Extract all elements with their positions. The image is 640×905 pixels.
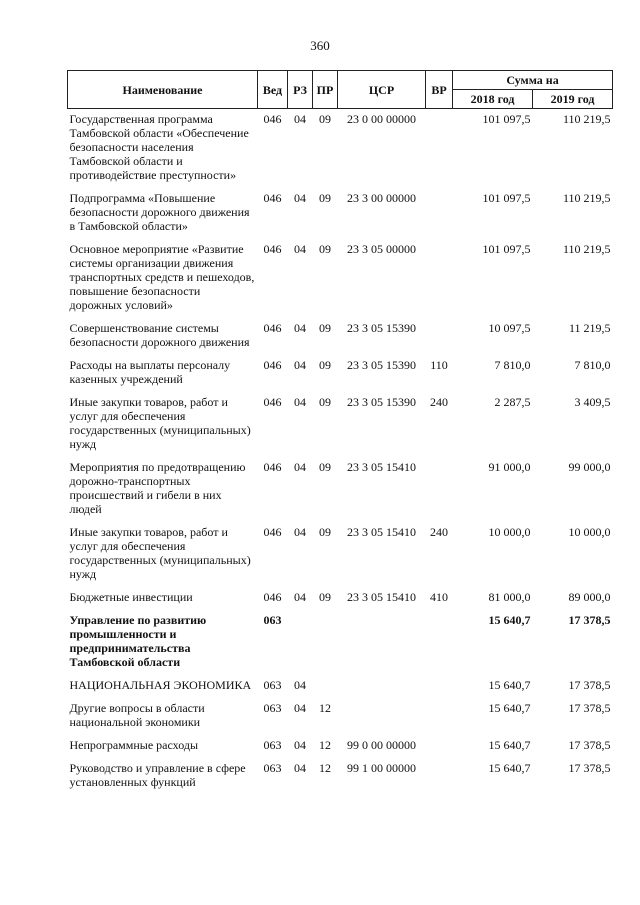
header-name: Наименование bbox=[68, 71, 258, 109]
row-csr: 23 3 05 15390 bbox=[347, 321, 416, 335]
row-amount-2018: 15 640,7 bbox=[488, 761, 531, 775]
row-ved: 063 bbox=[263, 613, 282, 627]
row-rz: 04 bbox=[294, 242, 306, 256]
row-pr: 09 bbox=[319, 358, 331, 372]
table-row bbox=[68, 239, 613, 318]
row-name: Расходы на выплаты персоналу казенных учреждений bbox=[69, 358, 231, 386]
row-name: Совершенствование системы безопасности дорожного движения bbox=[69, 321, 250, 349]
row-amount-2018: 2 287,5 bbox=[494, 395, 531, 409]
row-amount-2019: 17 378,5 bbox=[568, 761, 611, 775]
row-amount-2018: 81 000,0 bbox=[488, 590, 531, 604]
row-pr: 09 bbox=[319, 112, 331, 126]
row-vr bbox=[426, 188, 453, 239]
table-row bbox=[68, 522, 613, 587]
row-amount-2018: 15 640,7 bbox=[488, 678, 531, 692]
table-row bbox=[68, 109, 613, 189]
row-ved: 046 bbox=[263, 460, 282, 474]
row-vr bbox=[426, 698, 453, 735]
row-pr: 09 bbox=[319, 525, 331, 539]
row-name: Иные закупки товаров, работ и услуг для обеспечения государственных (муниципальных) нужд bbox=[69, 395, 251, 451]
table-row bbox=[68, 758, 613, 795]
table-row bbox=[68, 735, 613, 758]
row-amount-2019: 10 000,0 bbox=[568, 525, 611, 539]
row-ved: 063 bbox=[263, 701, 282, 715]
row-name: Основное мероприятие «Развитие системы организации движения транспортных средств и пешеходов, повышение безопасности дорожных условий» bbox=[69, 242, 255, 312]
row-name: Государственная программа Тамбовской области «Обеспечение безопасности населения Тамбовской области и противодействие преступности» bbox=[69, 112, 249, 182]
row-name: Управление по развитию промышленности и предпринимательства Тамбовской области bbox=[69, 613, 207, 669]
row-csr: 23 3 05 00000 bbox=[347, 242, 416, 256]
row-ved: 046 bbox=[263, 525, 282, 539]
row-csr: 23 3 00 00000 bbox=[347, 191, 416, 205]
row-name: Другие вопросы в области национальной экономики bbox=[69, 701, 205, 729]
row-amount-2019: 3 409,5 bbox=[574, 395, 611, 409]
row-amount-2019: 17 378,5 bbox=[568, 613, 611, 627]
table-body bbox=[68, 109, 613, 796]
row-ved: 046 bbox=[263, 191, 282, 205]
header-rz: РЗ bbox=[288, 71, 313, 109]
row-vr: 240 bbox=[430, 525, 448, 539]
row-amount-2019: 17 378,5 bbox=[568, 738, 611, 752]
row-amount-2019: 110 219,5 bbox=[562, 242, 611, 256]
row-vr bbox=[426, 457, 453, 522]
row-rz: 04 bbox=[294, 395, 306, 409]
budget-table bbox=[67, 70, 613, 795]
row-rz: 04 bbox=[294, 761, 306, 775]
row-pr: 09 bbox=[319, 321, 331, 335]
header-sum: Сумма на bbox=[453, 71, 613, 90]
header-2018: 2018 год bbox=[453, 90, 533, 109]
row-amount-2019: 17 378,5 bbox=[568, 678, 611, 692]
row-ved: 046 bbox=[263, 321, 282, 335]
row-pr: 09 bbox=[319, 395, 331, 409]
row-rz: 04 bbox=[294, 112, 306, 126]
row-rz: 04 bbox=[294, 321, 306, 335]
row-ved: 046 bbox=[263, 590, 282, 604]
table-row bbox=[68, 188, 613, 239]
row-rz: 04 bbox=[294, 678, 306, 692]
row-amount-2019: 11 219,5 bbox=[568, 321, 611, 335]
row-csr bbox=[338, 675, 426, 698]
header-csr: ЦСР bbox=[338, 71, 426, 109]
row-rz: 04 bbox=[294, 738, 306, 752]
row-name: Непрограммные расходы bbox=[69, 738, 199, 752]
row-rz: 04 bbox=[294, 701, 306, 715]
row-name: Иные закупки товаров, работ и услуг для обеспечения государственных (муниципальных) нужд bbox=[69, 525, 251, 581]
row-amount-2018: 15 640,7 bbox=[488, 738, 531, 752]
row-csr bbox=[338, 610, 426, 675]
row-vr bbox=[426, 735, 453, 758]
row-csr: 23 3 05 15410 bbox=[347, 525, 416, 539]
row-name: Руководство и управление в сфере установленных функций bbox=[69, 761, 246, 789]
row-pr: 12 bbox=[319, 761, 331, 775]
row-amount-2019: 7 810,0 bbox=[574, 358, 611, 372]
row-pr: 09 bbox=[319, 242, 331, 256]
row-name: Подпрограмма «Повышение безопасности дорожного движения в Тамбовской области» bbox=[69, 191, 250, 233]
header-2019: 2019 год bbox=[533, 90, 613, 109]
row-pr: 09 bbox=[319, 191, 331, 205]
row-vr bbox=[426, 675, 453, 698]
row-pr bbox=[313, 675, 338, 698]
row-ved: 063 bbox=[263, 738, 282, 752]
row-pr: 12 bbox=[319, 738, 331, 752]
row-vr: 110 bbox=[430, 358, 448, 372]
row-amount-2018: 10 000,0 bbox=[488, 525, 531, 539]
row-ved: 046 bbox=[263, 395, 282, 409]
row-rz: 04 bbox=[294, 525, 306, 539]
row-vr bbox=[426, 758, 453, 795]
row-amount-2019: 110 219,5 bbox=[562, 191, 611, 205]
row-csr: 99 1 00 00000 bbox=[347, 761, 416, 775]
row-amount-2018: 7 810,0 bbox=[494, 358, 531, 372]
row-pr: 09 bbox=[319, 590, 331, 604]
row-rz: 04 bbox=[294, 358, 306, 372]
row-vr bbox=[426, 239, 453, 318]
row-amount-2018: 10 097,5 bbox=[488, 321, 531, 335]
table-row bbox=[68, 587, 613, 610]
row-csr: 23 3 05 15390 bbox=[347, 395, 416, 409]
row-amount-2018: 15 640,7 bbox=[488, 613, 531, 627]
row-csr: 23 3 05 15390 bbox=[347, 358, 416, 372]
row-ved: 046 bbox=[263, 242, 282, 256]
row-ved: 046 bbox=[263, 358, 282, 372]
row-pr: 09 bbox=[319, 460, 331, 474]
row-name: НАЦИОНАЛЬНАЯ ЭКОНОМИКА bbox=[69, 678, 252, 692]
header-vr: ВР bbox=[426, 71, 453, 109]
row-csr: 23 3 05 15410 bbox=[347, 590, 416, 604]
row-vr bbox=[426, 318, 453, 355]
table-row bbox=[68, 457, 613, 522]
table-row bbox=[68, 610, 613, 675]
table-row bbox=[68, 392, 613, 457]
row-ved: 063 bbox=[263, 678, 282, 692]
row-amount-2019: 99 000,0 bbox=[568, 460, 611, 474]
table-row bbox=[68, 318, 613, 355]
row-name: Мероприятия по предотвращению дорожно-транспортных происшествий и гибели в них людей bbox=[69, 460, 246, 516]
row-rz: 04 bbox=[294, 191, 306, 205]
row-name: Бюджетные инвестиции bbox=[69, 590, 193, 604]
row-amount-2019: 110 219,5 bbox=[562, 112, 611, 126]
row-rz: 04 bbox=[294, 590, 306, 604]
table-row bbox=[68, 698, 613, 735]
row-amount-2018: 101 097,5 bbox=[482, 242, 531, 256]
header-row bbox=[68, 71, 613, 90]
page-number: 360 bbox=[310, 38, 330, 53]
row-csr bbox=[338, 698, 426, 735]
row-amount-2018: 101 097,5 bbox=[482, 191, 531, 205]
row-csr: 23 0 00 00000 bbox=[347, 112, 416, 126]
row-amount-2018: 15 640,7 bbox=[488, 701, 531, 715]
row-csr: 99 0 00 00000 bbox=[347, 738, 416, 752]
table-row bbox=[68, 355, 613, 392]
row-amount-2019: 17 378,5 bbox=[568, 701, 611, 715]
row-vr bbox=[426, 109, 453, 189]
row-amount-2019: 89 000,0 bbox=[568, 590, 611, 604]
row-amount-2018: 91 000,0 bbox=[488, 460, 531, 474]
row-vr bbox=[426, 610, 453, 675]
header-ved: Вед bbox=[258, 71, 288, 109]
row-ved: 046 bbox=[263, 112, 282, 126]
row-vr: 240 bbox=[430, 395, 448, 409]
row-pr: 12 bbox=[319, 701, 331, 715]
table-row bbox=[68, 675, 613, 698]
row-ved: 063 bbox=[263, 761, 282, 775]
row-rz: 04 bbox=[294, 460, 306, 474]
row-amount-2018: 101 097,5 bbox=[482, 112, 531, 126]
row-pr bbox=[313, 610, 338, 675]
row-rz bbox=[288, 610, 313, 675]
row-vr: 410 bbox=[430, 590, 448, 604]
header-pr: ПР bbox=[313, 71, 338, 109]
row-csr: 23 3 05 15410 bbox=[347, 460, 416, 474]
